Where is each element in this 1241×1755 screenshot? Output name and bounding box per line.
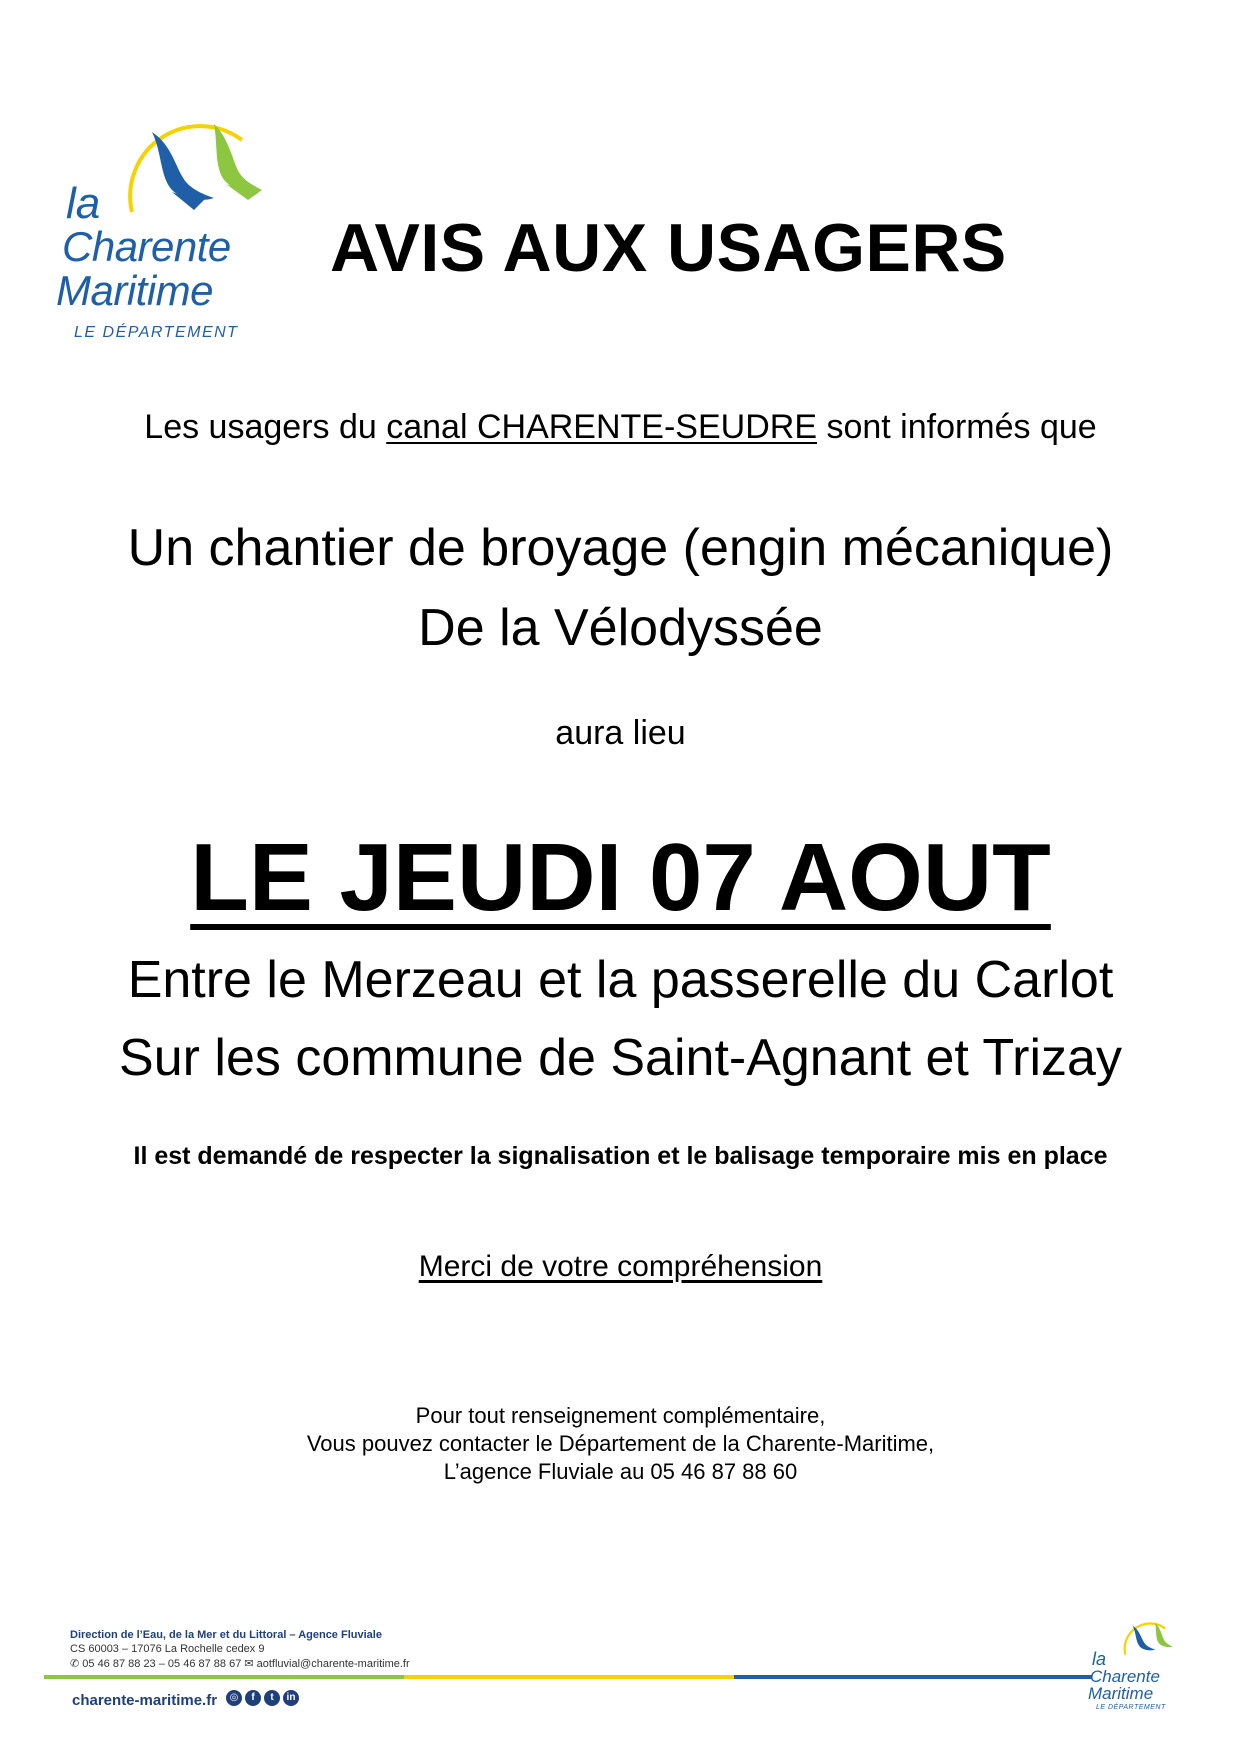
logo-tagline: LE DÉPARTEMENT — [74, 324, 239, 341]
contact-line-1: Pour tout renseignement complémentaire, — [415, 1403, 826, 1428]
intro-text — [0, 410, 1241, 444]
contact-block — [0, 1402, 1241, 1486]
event-date-text: LE JEUDI 07 AOUT — [190, 824, 1051, 931]
logo-text-maritime: Maritime — [56, 267, 214, 314]
contact-line-2: Vous pouvez contacter le Département de la Charente-Maritime, — [306, 1431, 935, 1456]
intro-before: Les usagers du — [144, 408, 387, 446]
canal-name: canal CHARENTE-SEUDRE — [386, 408, 817, 446]
footer-department-logo — [1086, 1622, 1206, 1712]
birds-logo-icon — [122, 122, 272, 232]
location-line-2: Sur les commune de Saint-Agnant et Trizay — [119, 1029, 1122, 1087]
footer-logo-tagline: LE DÉPARTEMENT — [1096, 1704, 1166, 1711]
intro-after: sont informés que — [817, 408, 1097, 446]
footer-logo-la: la — [1092, 1649, 1107, 1669]
facebook-icon[interactable]: f — [245, 1690, 261, 1706]
page-title: AVIS AUX USAGERS — [330, 210, 1007, 286]
linkedin-icon[interactable]: in — [283, 1690, 299, 1706]
thanks-text-label: Merci de votre compréhension — [418, 1250, 823, 1283]
footer-logo-maritime: Maritime — [1088, 1684, 1154, 1703]
headline-work: Un chantier de broyage (engin mécanique) — [127, 519, 1114, 577]
footer-direction: Direction de l’Eau, de la Mer et du Littoral – Agence Fluviale — [70, 1629, 382, 1641]
safety-notice: Il est demandé de respecter la signalisation et le balisage temporaire mis en place — [133, 1142, 1108, 1170]
department-logo — [52, 122, 282, 352]
aura-lieu-text: aura lieu — [555, 714, 686, 752]
logo-text-charente: Charente — [62, 223, 231, 270]
thanks-text — [0, 1252, 1241, 1282]
logo-text-la: la — [66, 179, 101, 228]
footer-contacts: ✆ 05 46 87 88 23 – 05 46 87 88 67 ✉ aotfluvial@charente-maritime.fr — [70, 1658, 410, 1670]
event-date — [0, 824, 1241, 931]
location-line-1: Entre le Merzeau et la passerelle du Carlot — [127, 951, 1114, 1009]
footer-birds-logo-icon — [1114, 1622, 1184, 1662]
contact-line-3: L’agence Fluviale au 05 46 87 88 60 — [443, 1459, 798, 1484]
footer-website-link[interactable]: charente-maritime.fr — [72, 1692, 218, 1709]
footer-address: CS 60003 – 17076 La Rochelle cedex 9 — [70, 1643, 265, 1655]
twitter-icon[interactable]: t — [264, 1690, 280, 1706]
footer-logo-charente: Charente — [1090, 1667, 1160, 1686]
footer-color-bar — [44, 1675, 1092, 1679]
headline-velodyssee: De la Vélodyssée — [418, 599, 823, 657]
instagram-icon[interactable]: ◎ — [226, 1690, 242, 1706]
